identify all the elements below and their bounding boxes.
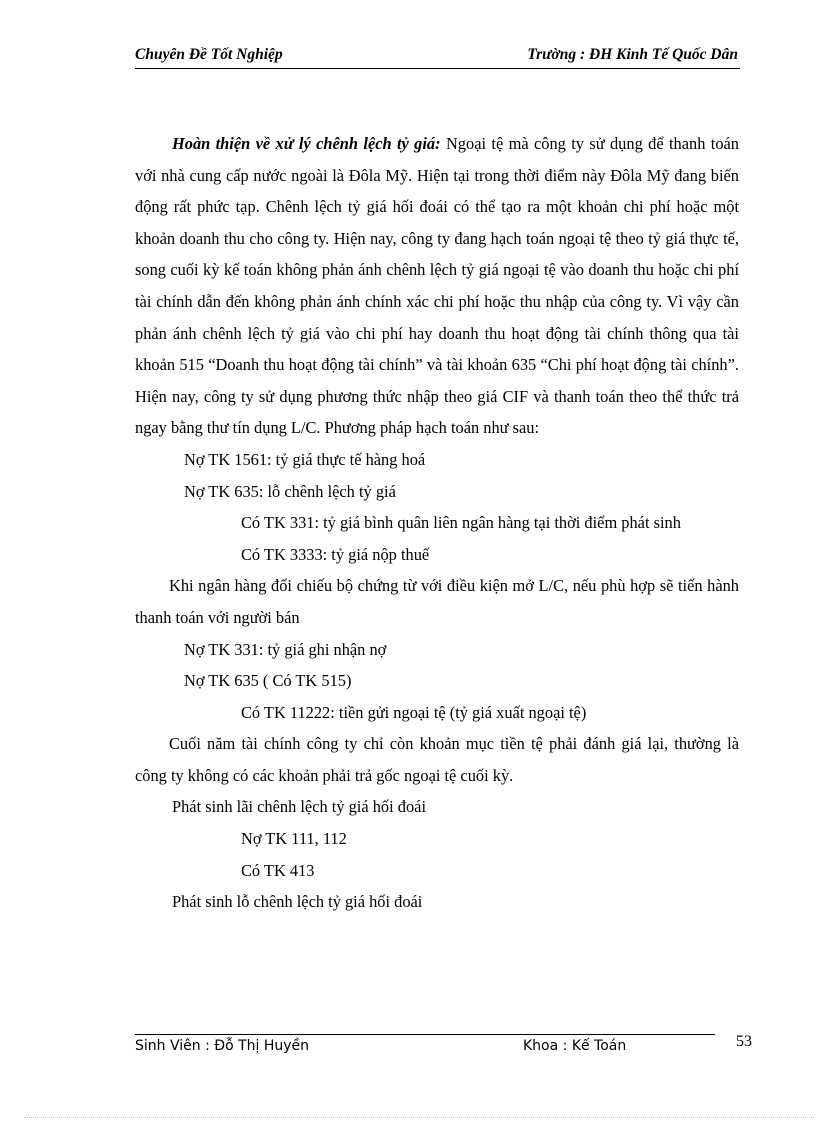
header-university: Trường : ĐH Kinh Tế Quốc Dân [527,46,738,63]
journal-entry-debit-635: Nợ TK 635: lỗ chênh lệch tỷ giá [184,481,396,501]
footer-divider [135,1034,715,1035]
document-body [135,128,739,918]
paragraph-exchange-rate [135,128,739,444]
paragraph-text: Ngoại tệ mà công ty sử dụng để thanh toán với nhà cung cấp nước ngoài là Đôla Mỹ. Hiện tại trong thời điểm này Đôla Mỹ đang biến động rất phức tạp. Chênh lệch tỷ giá hối đoái có thể tạo ra một khoản chi phí hoặc một khoản doanh thu cho công ty. Hiện nay, công ty đang hạch toán ngoại tệ theo tỷ giá thực tế, song cuối kỳ kế toán không phản ánh chênh lệch tỷ giá ngoại tệ vào doanh thu hoặc chi phí tài chính dẫn đến không phản ánh chính xác chi phí hoặc thu nhập của công ty. Vì vậy cần phản ánh chênh lệch tỷ giá vào chi phí hay doanh thu hoạt động tài chính thông qua tài khoản 515 “Doanh thu hoạt động tài chính” và tài khoản 635 “Chi phí hoạt động tài chính”. Hiện nay, công ty sử dụng phương thức nhập theo giá CIF và thanh toán theo thể thức trả ngay bằng thư tín dụng L/C. Phương pháp hạch toán như sau: [135,134,739,438]
page-footer [135,1033,755,1059]
journal-entry-debit-635-credit-515: Nợ TK 635 ( Có TK 515) [184,671,352,691]
paragraph-year-end: Cuối năm tài chính công ty chỉ còn khoản mục tiền tệ phải đánh giá lại, thường là công ty không có các khoản phải trả gốc ngoại tệ cuối kỳ. [135,734,739,785]
journal-entry-debit-1561: Nợ TK 1561: tỷ giá thực tế hàng hoá [184,449,426,469]
header-thesis-title: Chuyên Đề Tốt Nghiệp [135,46,283,63]
footer-student: Sinh Viên : Đỗ Thị Huyền [135,1038,310,1054]
paragraph-bank-check: Khi ngân hàng đối chiếu bộ chứng từ với điều kiện mở L/C, nếu phù hợp sẽ tiến hành thanh toán với người bán [135,576,739,627]
journal-entry-debit-111-112: Nợ TK 111, 112 [241,829,347,849]
page-header [135,44,740,69]
paragraph-lead-heading: Hoàn thiện về xử lý chênh lệch tỷ giá: [172,134,441,153]
paragraph-gain: Phát sinh lãi chênh lệch tỷ giá hối đoái [172,797,426,817]
page-edge-dotted-line [24,1117,814,1118]
paragraph-loss: Phát sinh lỗ chênh lệch tỷ giá hối đoái [172,892,423,912]
journal-entry-credit-3333: Có TK 3333: tỷ giá nộp thuế [241,544,430,564]
journal-entry-credit-331: Có TK 331: tỷ giá bình quân liên ngân hàng tại thời điểm phát sinh [241,513,681,533]
page-number: 53 [736,1033,752,1050]
journal-entry-credit-413: Có TK 413 [241,860,315,880]
journal-entry-credit-11222: Có TK 11222: tiền gửi ngoại tệ (tỷ giá xuất ngoại tệ) [241,702,587,722]
journal-entry-debit-331: Nợ TK 331: tỷ giá ghi nhận nợ [184,639,387,659]
footer-department: Khoa : Kế Toán [523,1038,627,1054]
